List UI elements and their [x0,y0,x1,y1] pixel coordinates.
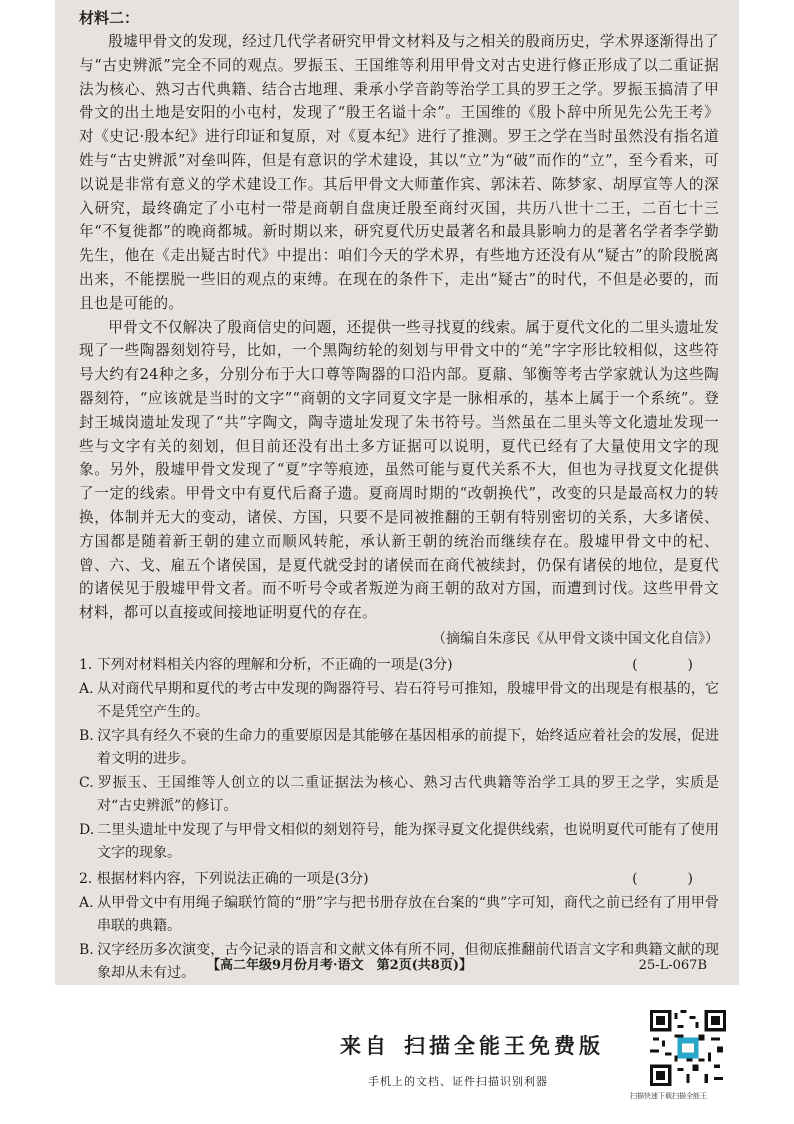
watermark-from: 来自 [340,1034,390,1058]
option-a: A. 从对商代早期和夏代的考古中发现的陶器符号、岩石符号可推知，殷墟甲骨文的出现是有根基的，它不是凭空产生的。 [79,680,719,720]
answer-blank: ( ) [632,870,711,887]
option-d: D. 二里头遗址中发现了与甲骨文相似的刻划符号，能为探寻夏文化提供线索，也说明夏代可能有了使用文字的现象。 [79,821,719,861]
question-1-stem: 1. 下列对材料相关内容的理解和分析，不正确的一项是(3分) [79,656,453,673]
qr-code-icon [650,1010,726,1086]
passage [79,30,719,625]
page-footer [55,955,739,977]
watermark-app-name: 扫描全能王免费版 [404,1034,604,1058]
paragraph-1: 殷墟甲骨文的发现，经过几代学者研究甲骨文材料及与之相关的殷商历史，学术界逐渐得出了与“古史辨派”完全不同的观点。罗振玉、王国维等利用甲骨文对古史进行修正形成了以二重证据法为核心、熟习古代典籍、结合古地理、秉承小学音韵等治学工具的罗王之学。罗振玉搞清了甲骨文的出土地是安阳的小屯村，发现了“殷王名谥十余”。王国维的《殷卜辞中所见先公先王考》对《史记·殷本纪》进行印证和复原，对《夏本纪》进行了推测。罗王之学在当时虽然没有指名道姓与“古史辨派”对垒叫阵，但是有意识的学术建设，其以“立”为“破”而作的“立”，至今看来，可以说是非常有意义的学术建设工作。其后甲骨文大师董作宾、郭沫若、陈梦家、胡厚宣等人的深入研究，最终确定了小屯村一带是商朝自盘庚迁殷至商纣灭国，共历八世十二王，二百七十三年“不复徙都”的晚商都城。新时期以来，研究夏代历史最著名和最具影响力的是著名学者李学勤先生，他在《走出疑古时代》中提出：咱们今天的学术界，有些地方还没有从“疑古”的阶段脱离出来，不能摆脱一些旧的观点的束缚。在现在的条件下，走出“疑古”的时代，不但是必要的，而且也是可能的。 [79,33,719,312]
question-2-stem: 2. 根据材料内容，下列说法正确的一项是(3分) [79,870,369,887]
watermark-subtitle: 手机上的文档、证件扫描识别利器 [368,1075,548,1088]
section-label: 材料二： [79,9,140,27]
footer-exam-info: 【高二年级9月份月考·语文 第2页(共8页)】 [207,958,472,973]
scanned-page [55,0,739,985]
source-citation: （摘编自朱彦民《从甲骨文谈中国文化自信》） [432,630,719,647]
option-c: C. 罗振玉、王国维等人创立的以二重证据法为核心、熟习古代典籍等治学工具的罗王之学，实质是对“古史辨派”的修订。 [79,774,719,814]
qr-caption: 扫描快速下载扫描全能王 [630,1092,707,1100]
paragraph-2: 甲骨文不仅解决了殷商信史的问题，还提供一些寻找夏的线索。属于夏代文化的二里头遗址发现了一些陶器刻划符号，比如，一个黑陶纺轮的刻划与甲骨文中的“羌”字字形比较相似，这些符号大约有24种之多，分别分布于大口尊等陶器的口沿内部。夏鼐、邹衡等考古学家就认为这些陶器刻符，“应该就是当时的文字”“商朝的文字同夏文字是一脉相承的，基本上属于一个系统”。登封王城岗遗址发现了“共”字陶文，陶寺遗址发现了朱书符号。当然虽在二里头等文化遗址发现一些与文字有关的刻划，但目前还没有出土多方证据可以说明，夏代已经有了大量使用文字的现象。另外，殷墟甲骨文发现了“夏”字等痕迹，虽然可能与夏代关系不大，但也为寻找夏文化提供了一定的线索。甲骨文中有夏代后裔子遗。夏商周时期的“改朝换代”，改变的只是最高权力的转换，体制并无大的变动，诸侯、方国，只要不是同被推翻的王朝有特别密切的关系，大多诸侯、方国都是随着新王朝的建立而顺风转舵，承认新王朝的统治而继续存在。殷墟甲骨文中的杞、曾、六、戈、雇五个诸侯国，是夏代就受封的诸侯而在商代被续封，仍保有诸侯的地位，是夏代的诸侯见于殷墟甲骨文者。而不听号令或者叛逆为商王朝的敌对方国，而遭到讨伐。这些甲骨文材料，都可以直接或间接地证明夏代的存在。 [79,318,719,622]
scanner-watermark [340,1030,618,1060]
question-1 [79,653,719,865]
answer-blank: ( ) [632,656,711,673]
option-b: B. 汉字经历多次演变，古今记录的语言和文献文体有所不同，但彻底推翻前代语言文字和典籍文献的现象却从未有过。 [79,941,719,981]
option-b: B. 汉字具有经久不衰的生命力的重要原因是其能够在基因相承的前提下，始终适应着社会的发展，促进着文明的进步。 [79,727,719,767]
footer-code: 25-L-067B [638,958,707,973]
option-a: A. 从甲骨文中有用绳子编联竹简的“册”字与把书册存放在台案的“典”字可知，商代之前已经有了用甲骨串联的典籍。 [79,894,719,934]
page-content [79,6,719,985]
